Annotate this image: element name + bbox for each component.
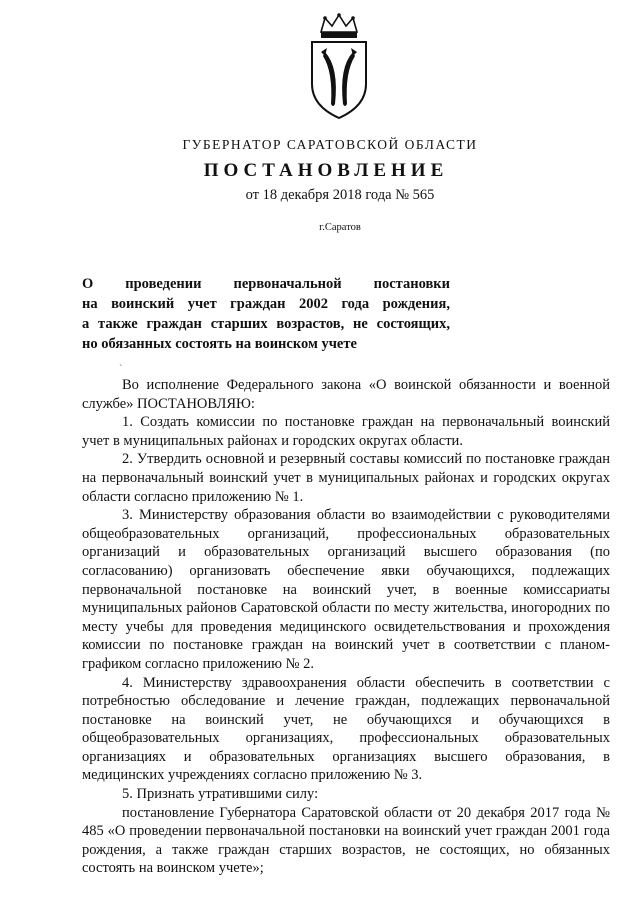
paragraph-3: 3. Министерству образования области во взаимодействии с руководителями общеобразовательных организаций, профессиональных образовательных организаций и образовательных организаций высшего образования (по согласованию) организовать обеспечение явки обучающихся, подлежащих первоначальной постановке на воинский учет, в военные комиссариаты муниципальных районов Саратовской области по месту жительства, иногородних по месту учебы для проведения медицинского освидетельствования и прохождения комиссии по постановке граждан на воинский учет в соответствии с планом-графиком согласно приложению № 2. — [82, 507, 610, 672]
issuer-title: ГУБЕРНАТОР САРАТОВСКОЙ ОБЛАСТИ — [182, 137, 478, 152]
paragraph-2: 2. Утвердить основной и резервный составы комиссий по постановке граждан на первоначальный воинский учет в муниципальных районах и городских округах области согласно приложению № 1. — [82, 451, 610, 505]
scan-mark: ` — [119, 364, 123, 375]
subject-line: а также граждан старших возрастов, не состоящих, — [82, 316, 450, 332]
subject-line: О проведении первоначальной постановки — [82, 276, 450, 292]
paragraph-4: 4. Министерству здравоохранения области обеспечить в соответствии с потребностью обследование и лечение граждан, подлежащих первоначальной постановке на воинский учет, не обучающихся и обучающихся в общеобразовательных организациях, профессиональных образовательных организациях и образовательных организациях высшего образования, в медицинских учреждениях согласно приложению № 3. — [82, 674, 610, 784]
date-and-number: от 18 декабря 2018 года № 565 — [245, 187, 435, 203]
city-label: г.Саратов — [319, 222, 361, 233]
intro-paragraph: Во исполнение Федерального закона «О воинской обязанности и военной службе» ПОСТАНОВЛЯЮ: — [82, 377, 610, 412]
paragraph-1: 1. Создать комиссии по постановке граждан на первоначальный воинский учет в муниципальных районах и городских округах области. — [82, 414, 610, 449]
document-subject — [82, 274, 450, 354]
paragraph-5: 5. Признать утратившими силу: — [122, 786, 319, 803]
document-type-heading: ПОСТАНОВЛЕНИЕ — [203, 160, 449, 181]
paragraph-6: постановление Губернатора Саратовской области от 20 декабря 2017 года № 485 «О проведении первоначальной постановки на воинский учет граждан 2001 года рождения, а также граждан старших возрастов, не состоящих, но обязанных состоять на воинском учете»; — [82, 804, 610, 877]
subject-line: на воинский учет граждан 2002 года рождения, — [82, 296, 450, 312]
subject-line: но обязанных состоять на воинском учете — [82, 336, 357, 352]
document-body — [82, 376, 610, 878]
saratov-coat-of-arms-icon — [305, 12, 373, 122]
